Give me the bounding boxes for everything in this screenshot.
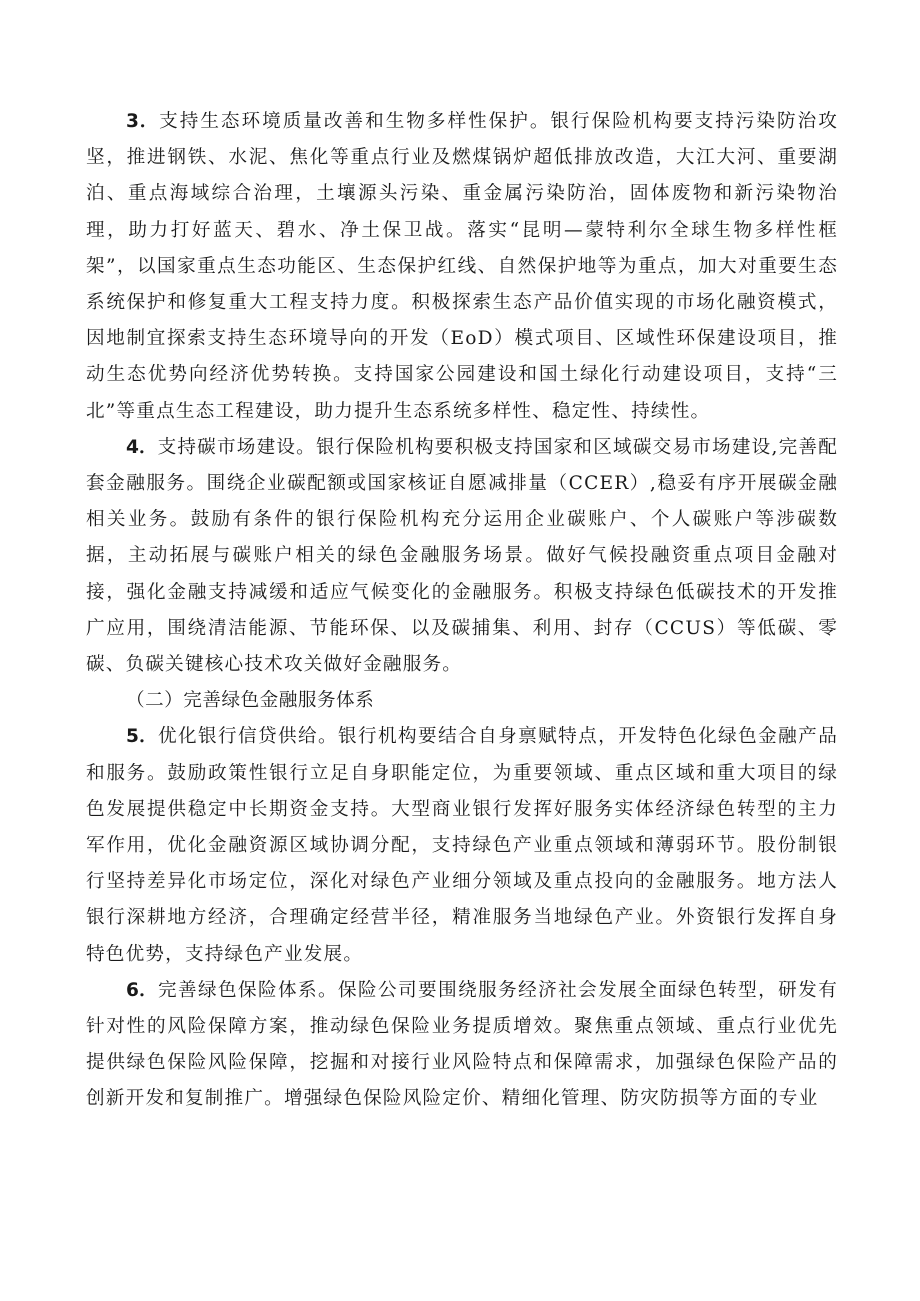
paragraph-3 (86, 104, 838, 430)
paragraph-text: 支持碳市场建设。银行保险机构要积极支持国家和区域碳交易市场建设,完善配套金融服务。围绕企业碳配额或国家核证自愿减排量（CCER）,稳妥有序开展碳金融相关业务。鼓励有条件的银行保险机构充分运用企业碳账户、个人碳账户等涉碳数据，主动拓展与碳账户相关的绿色金融服务场景。做好气候投融资重点项目金融对接，强化金融支持减缓和适应气候变化的金融服务。积极支持绿色低碳技术的开发推广应用，围绕清洁能源、节能环保、以及碳捕集、利用、封存（CCUS）等低碳、零碳、负碳关键核心技术攻关做好金融服务。 (86, 436, 838, 676)
paragraph-text: 支持生态环境质量改善和生物多样性保护。银行保险机构要支持污染防治攻坚，推进钢铁、水泥、焦化等重点行业及燃煤锅炉超低排放改造，大江大河、重要湖泊、重点海域综合治理，土壤源头污染、重金属污染防治，固体废物和新污染物治理，助力打好蓝天、碧水、净土保卫战。落实“昆明—蒙特利尔全球生物多样性框架”，以国家重点生态功能区、生态保护红线、自然保护地等为重点，加大对重要生态系统保护和修复重大工程支持力度。积极探索生态产品价值实现的市场化融资模式，因地制宜探索支持生态环境导向的开发（EoD）模式项目、区域性环保建设项目，推动生态优势向经济优势转换。支持国家公园建设和国土绿化行动建设项目，支持“三北”等重点生态工程建设，助力提升生态系统多样性、稳定性、持续性。 (86, 111, 838, 422)
paragraph-5 (86, 719, 838, 972)
paragraph-text: 完善绿色保险体系。保险公司要围绕服务经济社会发展全面绿色转型，研发有针对性的风险保障方案，推动绿色保险业务提质增效。聚焦重点领域、重点行业优先提供绿色保险风险保障，挖掘和对接行业风险特点和保障需求，加强绿色保险产品的创新开发和复制推广。增强绿色保险风险定价、精细化管理、防灾防损等方面的专业 (86, 979, 838, 1110)
section-heading: （二）完善绿色金融服务体系 (126, 690, 375, 712)
paragraph-text: 优化银行信贷供给。银行机构要结合自身禀赋特点，开发特色化绿色金融产品和服务。鼓励政策性银行立足自身职能定位，为重要领域、重点区域和重大项目的绿色发展提供稳定中长期资金支持。大型商业银行发挥好服务实体经济绿色转型的主力军作用，优化金融资源区域协调分配，支持绿色产业重点领域和薄弱环节。股份制银行坚持差异化市场定位，深化对绿色产业细分领域及重点投向的金融服务。地方法人银行深耕地方经济，合理确定经营半径，精准服务当地绿色产业。外资银行发挥自身特色优势，支持绿色产业发展。 (86, 726, 838, 965)
paragraph-number: 4． (126, 436, 158, 458)
paragraph-4 (86, 430, 838, 683)
document-page (86, 104, 838, 1118)
paragraph-number: 3． (126, 111, 160, 132)
paragraph-number: 6． (126, 979, 158, 1001)
paragraph-6 (86, 973, 838, 1118)
paragraph-number: 5． (126, 726, 158, 748)
